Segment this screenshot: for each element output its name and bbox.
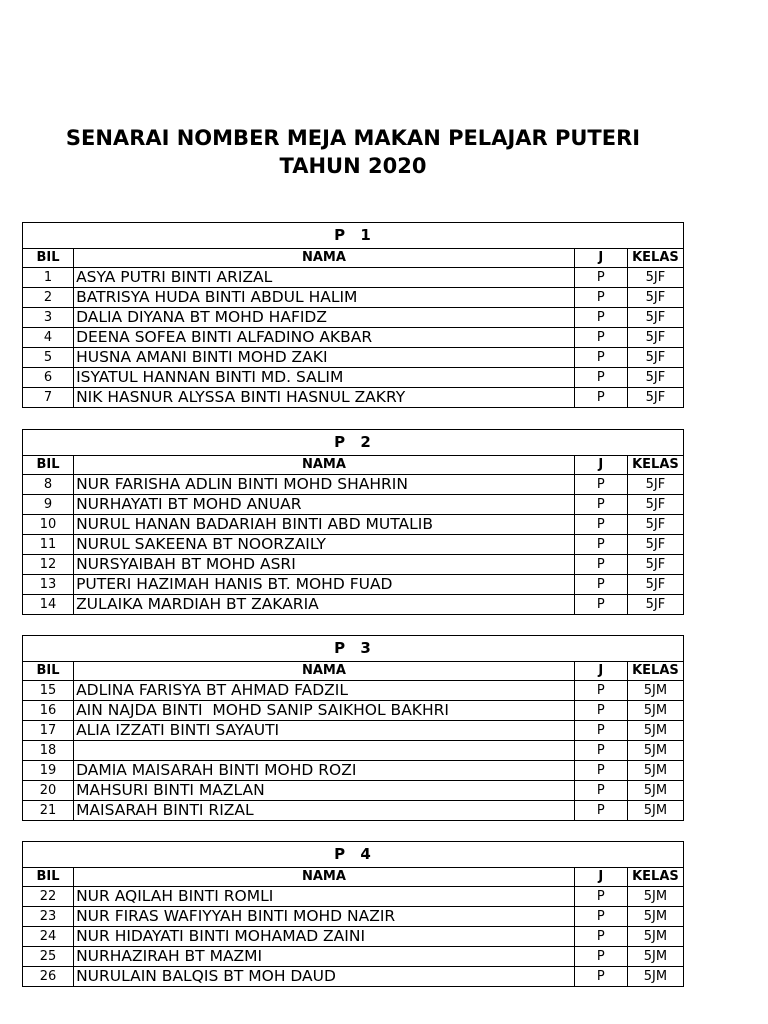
bil-cell: 1 [23,268,74,288]
nama-cell: DAMIA MAISARAH BINTI MOHD ROZI [74,761,575,781]
bil-cell: 14 [23,595,74,615]
j-cell: P [574,328,627,348]
nama-cell: NURHAYATI BT MOHD ANUAR [74,495,575,515]
col-header-nama: NAMA [74,868,575,887]
nama-cell: DALIA DIYANA BT MOHD HAFIDZ [74,308,575,328]
col-header-kelas: KELAS [627,662,683,681]
col-header-kelas: KELAS [627,249,683,268]
kelas-cell: 5JF [627,328,683,348]
nama-cell: NUR HIDAYATI BINTI MOHAMAD ZAINI [74,927,575,947]
table-row [23,328,684,348]
j-cell: P [574,268,627,288]
kelas-cell: 5JM [627,907,683,927]
nama-cell: NUR FARISHA ADLIN BINTI MOHD SHAHRIN [74,475,575,495]
table-group-p4 [22,841,684,987]
group-label: P 2 [23,430,684,456]
kelas-cell: 5JM [627,761,683,781]
j-cell: P [574,495,627,515]
col-header-j: J [574,662,627,681]
kelas-cell: 5JM [627,721,683,741]
title-line-2: TAHUN 2020 [279,154,427,178]
kelas-cell: 5JF [627,495,683,515]
nama-cell: ALIA IZZATI BINTI SAYAUTI [74,721,575,741]
bil-cell: 10 [23,515,74,535]
nama-cell: NURHAZIRAH BT MAZMI [74,947,575,967]
table-row [23,495,684,515]
kelas-cell: 5JM [627,801,683,821]
kelas-cell: 5JM [627,927,683,947]
kelas-cell: 5JF [627,268,683,288]
table-row [23,741,684,761]
nama-cell: ASYA PUTRI BINTI ARIZAL [74,268,575,288]
col-header-bil: BIL [23,456,74,475]
j-cell: P [574,348,627,368]
table-row [23,761,684,781]
bil-cell: 21 [23,801,74,821]
table-row [23,268,684,288]
kelas-cell: 5JM [627,967,683,987]
group-label: P 1 [23,223,684,249]
table-row [23,681,684,701]
table-row [23,475,684,495]
nama-cell: ZULAIKA MARDIAH BT ZAKARIA [74,595,575,615]
table-row [23,388,684,408]
table-row [23,535,684,555]
kelas-cell: 5JF [627,475,683,495]
j-cell: P [574,681,627,701]
bil-cell: 11 [23,535,74,555]
j-cell: P [574,288,627,308]
nama-cell: BATRISYA HUDA BINTI ABDUL HALIM [74,288,575,308]
table-row [23,555,684,575]
bil-cell: 16 [23,701,74,721]
j-cell: P [574,535,627,555]
table-row [23,575,684,595]
nama-cell: NURUL SAKEENA BT NOORZAILY [74,535,575,555]
bil-cell: 18 [23,741,74,761]
table-group-p1 [22,222,684,408]
table-row [23,288,684,308]
nama-cell: NUR AQILAH BINTI ROMLI [74,887,575,907]
j-cell: P [574,308,627,328]
j-cell: P [574,515,627,535]
col-header-nama: NAMA [74,249,575,268]
table-row [23,368,684,388]
kelas-cell: 5JF [627,535,683,555]
table-row [23,947,684,967]
nama-cell: MAHSURI BINTI MAZLAN [74,781,575,801]
table-row [23,967,684,987]
col-header-kelas: KELAS [627,456,683,475]
nama-cell [74,741,575,761]
bil-cell: 12 [23,555,74,575]
kelas-cell: 5JF [627,368,683,388]
bil-cell: 26 [23,967,74,987]
bil-cell: 24 [23,927,74,947]
table-row [23,907,684,927]
j-cell: P [574,781,627,801]
j-cell: P [574,721,627,741]
kelas-cell: 5JF [627,348,683,368]
nama-cell: NURULAIN BALQIS BT MOH DAUD [74,967,575,987]
kelas-cell: 5JM [627,701,683,721]
bil-cell: 20 [23,781,74,801]
nama-cell: ADLINA FARISYA BT AHMAD FADZIL [74,681,575,701]
j-cell: P [574,967,627,987]
j-cell: P [574,927,627,947]
bil-cell: 2 [23,288,74,308]
col-header-nama: NAMA [74,662,575,681]
bil-cell: 13 [23,575,74,595]
j-cell: P [574,701,627,721]
nama-cell: HUSNA AMANI BINTI MOHD ZAKI [74,348,575,368]
nama-cell: NURSYAIBAH BT MOHD ASRI [74,555,575,575]
table-row [23,348,684,368]
table-row [23,308,684,328]
nama-cell: MAISARAH BINTI RIZAL [74,801,575,821]
nama-cell: NIK HASNUR ALYSSA BINTI HASNUL ZAKRY [74,388,575,408]
table-row [23,801,684,821]
j-cell: P [574,475,627,495]
j-cell: P [574,595,627,615]
col-header-bil: BIL [23,662,74,681]
j-cell: P [574,368,627,388]
table-row [23,595,684,615]
table-row [23,701,684,721]
j-cell: P [574,741,627,761]
nama-cell: NUR FIRAS WAFIYYAH BINTI MOHD NAZIR [74,907,575,927]
table-row [23,887,684,907]
col-header-j: J [574,456,627,475]
kelas-cell: 5JM [627,681,683,701]
kelas-cell: 5JF [627,575,683,595]
nama-cell: DEENA SOFEA BINTI ALFADINO AKBAR [74,328,575,348]
nama-cell: NURUL HANAN BADARIAH BINTI ABD MUTALIB [74,515,575,535]
col-header-bil: BIL [23,249,74,268]
kelas-cell: 5JM [627,887,683,907]
table-group-p3 [22,635,684,821]
bil-cell: 23 [23,907,74,927]
title-line-1: SENARAI NOMBER MEJA MAKAN PELAJAR PUTERI [65,126,641,150]
kelas-cell: 5JM [627,741,683,761]
kelas-cell: 5JF [627,388,683,408]
kelas-cell: 5JF [627,515,683,535]
table-row [23,721,684,741]
col-header-bil: BIL [23,868,74,887]
bil-cell: 19 [23,761,74,781]
table-group-p2 [22,429,684,615]
j-cell: P [574,887,627,907]
table-row [23,515,684,535]
bil-cell: 3 [23,308,74,328]
col-header-j: J [574,868,627,887]
j-cell: P [574,907,627,927]
bil-cell: 6 [23,368,74,388]
bil-cell: 15 [23,681,74,701]
nama-cell: ISYATUL HANNAN BINTI MD. SALIM [74,368,575,388]
bil-cell: 7 [23,388,74,408]
nama-cell: PUTERI HAZIMAH HANIS BT. MOHD FUAD [74,575,575,595]
j-cell: P [574,388,627,408]
bil-cell: 8 [23,475,74,495]
page-title [0,124,706,180]
group-label: P 3 [23,636,684,662]
table-row [23,781,684,801]
kelas-cell: 5JF [627,555,683,575]
bil-cell: 5 [23,348,74,368]
table-row [23,927,684,947]
col-header-nama: NAMA [74,456,575,475]
bil-cell: 22 [23,887,74,907]
j-cell: P [574,761,627,781]
kelas-cell: 5JF [627,595,683,615]
bil-cell: 17 [23,721,74,741]
group-label: P 4 [23,842,684,868]
j-cell: P [574,555,627,575]
kelas-cell: 5JF [627,308,683,328]
nama-cell: AIN NAJDA BINTI MOHD SANIP SAIKHOL BAKHRI [74,701,575,721]
col-header-kelas: KELAS [627,868,683,887]
kelas-cell: 5JM [627,947,683,967]
kelas-cell: 5JF [627,288,683,308]
j-cell: P [574,947,627,967]
bil-cell: 25 [23,947,74,967]
j-cell: P [574,801,627,821]
col-header-j: J [574,249,627,268]
bil-cell: 4 [23,328,74,348]
kelas-cell: 5JM [627,781,683,801]
j-cell: P [574,575,627,595]
bil-cell: 9 [23,495,74,515]
